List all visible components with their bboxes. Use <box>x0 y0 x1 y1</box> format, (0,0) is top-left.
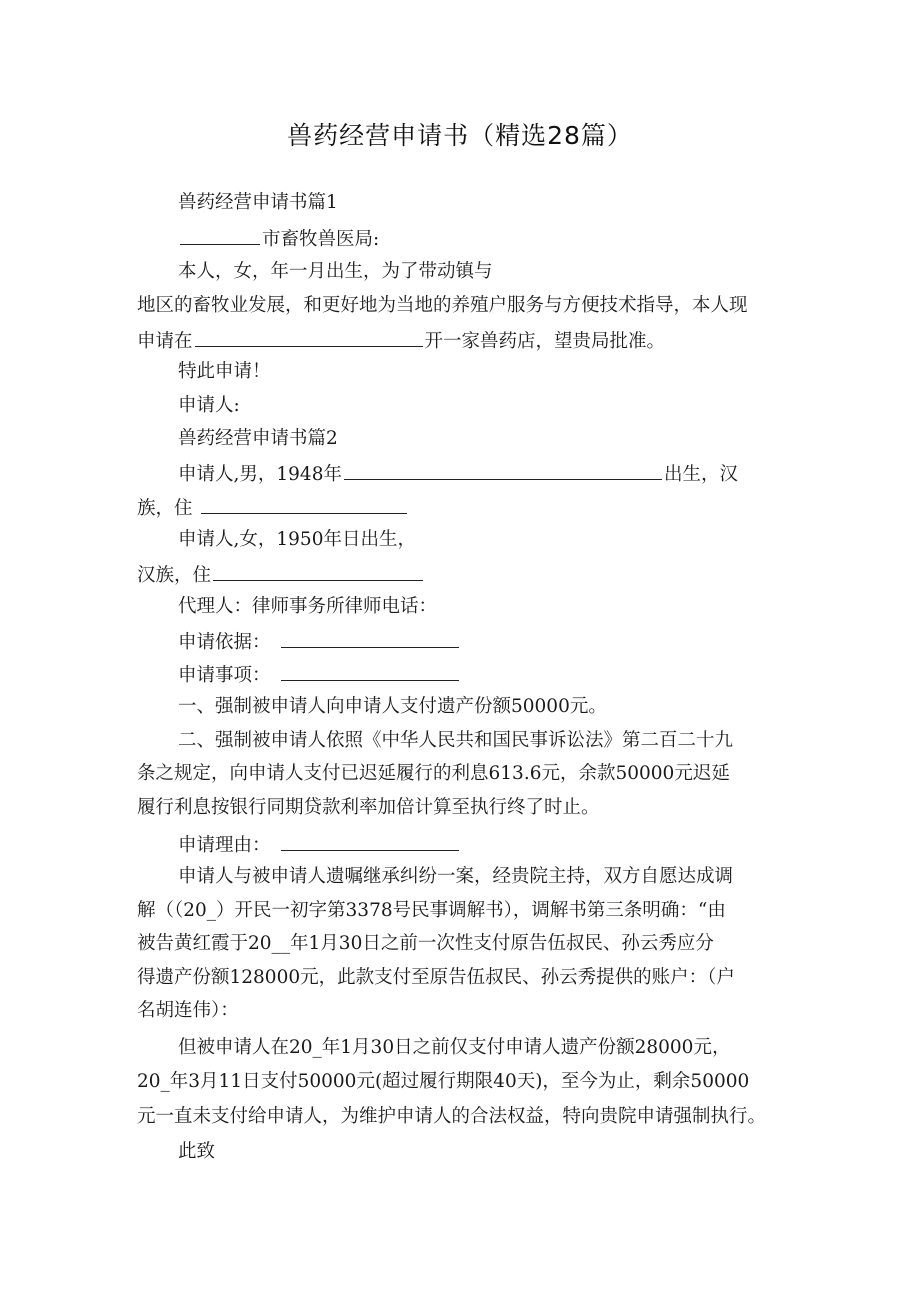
text: 族，住 <box>137 498 193 519</box>
text: 申请人,男，1948年 <box>178 464 342 485</box>
blank-underline <box>344 459 662 480</box>
applicant-line: 申请人: <box>178 395 240 416</box>
section-heading-1: 兽药经营申请书篇1 <box>178 192 338 213</box>
paragraph-line <box>137 560 425 589</box>
blank-underline <box>213 560 423 581</box>
paragraph-line: 得遗产份额128000元，此款支付至原告伍叔民、孙云秀提供的账户：（户 <box>137 967 735 988</box>
section-heading-2: 兽药经营申请书篇2 <box>178 428 338 449</box>
reason-line <box>178 830 461 859</box>
page-title: 兽药经营申请书（精选28篇） <box>287 121 633 150</box>
blank-underline <box>195 326 423 347</box>
blank-underline <box>201 493 407 514</box>
closing-line: 特此申请！ <box>178 361 271 382</box>
text: 申请在 <box>137 331 193 352</box>
paragraph-line: 申请人与被申请人遗嘱继承纠纷一案，经贵院主持，双方自愿达成调 <box>178 866 734 887</box>
paragraph-line: 被告黄红霞于20__年1月30日之前一次性支付原告伍叔民、孙云秀应分 <box>137 933 714 954</box>
paragraph-line: 元一直未支付给申请人，为维护申请人的合法权益，特向贵院申请强制执行。 <box>137 1106 767 1127</box>
text: 申请理由： <box>178 835 271 856</box>
paragraph-line: 地区的畜牧业发展，和更好地为当地的养殖户服务与方便技术指导，本人现 <box>137 295 748 316</box>
paragraph-line: 条之规定，向申请人支付已迟延履行的利息613.6元，余款50000元迟延 <box>137 763 730 784</box>
paragraph-line: 但被申请人在20_年1月30日之前仅支付申请人遗产份额28000元， <box>178 1037 731 1058</box>
recipient-line <box>178 224 379 253</box>
blank-underline <box>180 224 260 245</box>
text: 出生，汉 <box>663 464 738 485</box>
paragraph-line: 名胡连伟）： <box>137 1000 239 1021</box>
text: 申请事项： <box>178 665 271 686</box>
paragraph-line: 本人，女，年一月出生，为了带动镇与 <box>178 261 493 282</box>
list-item: 一、强制被申请人向申请人支付遗产份额50000元。 <box>178 696 607 717</box>
paragraph-line <box>137 493 409 522</box>
paragraph-line: 履行利息按银行同期贷款利率加倍计算至执行终了时止。 <box>137 797 600 818</box>
text: 开一家兽药店，望贵局批准。 <box>424 331 666 352</box>
matters-line <box>178 660 461 689</box>
paragraph-line: 20_年3月11日支付50000元(超过履行期限40天)，至今为止，剩余50000 <box>137 1071 750 1092</box>
paragraph-line <box>137 326 665 355</box>
closing-salutation: 此致 <box>178 1141 216 1162</box>
basis-line <box>178 627 461 656</box>
recipient-text: 市畜牧兽医局: <box>262 229 380 250</box>
blank-underline <box>281 660 459 681</box>
text: 申请依据： <box>178 632 271 653</box>
list-item: 二、强制被申请人依照《中华人民共和国民事诉讼法》第二百二十九 <box>178 730 734 751</box>
blank-underline <box>281 830 459 851</box>
paragraph-line <box>178 459 738 488</box>
blank-underline <box>281 627 459 648</box>
paragraph-line: 解（（20_）开民一初字第3378号民事调解书），调解书第三条明确：“由 <box>137 900 726 921</box>
paragraph-line: 申请人,女，1950年日出生， <box>178 529 416 550</box>
agent-line: 代理人：律师事务所律师电话： <box>178 596 438 617</box>
text: 汉族，住 <box>137 565 212 586</box>
